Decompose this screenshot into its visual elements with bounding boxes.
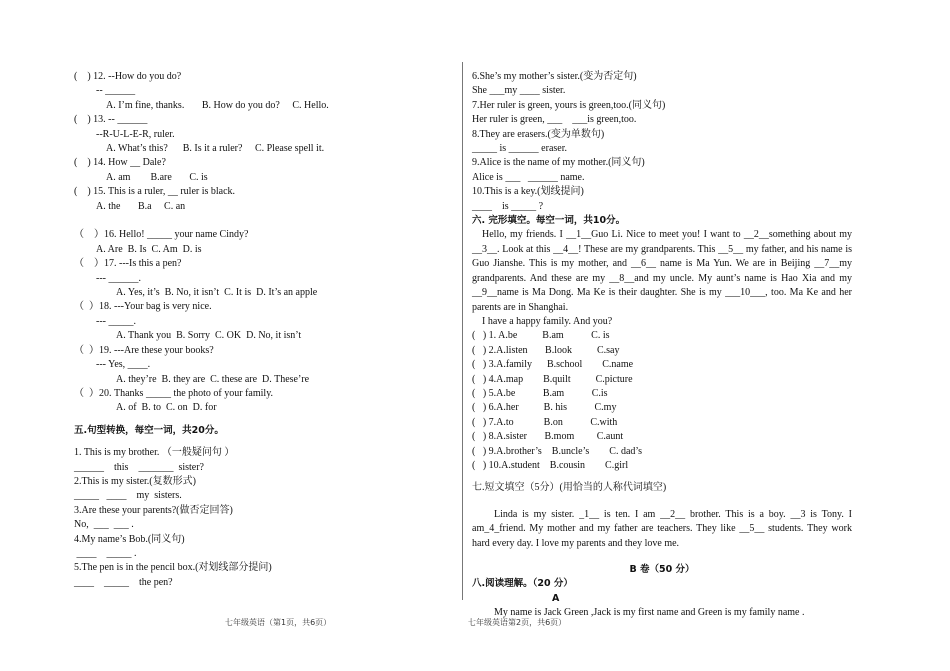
cloze-passage-end: I have a happy family. And you? <box>482 315 613 327</box>
column-divider <box>462 62 463 600</box>
cloze-option-line: ( ) 8.A.sister B.mom C.aunt <box>472 431 624 443</box>
transform-line: 6.She’s my mother’s sister.(变为否定句) <box>472 71 637 82</box>
reading-line: My name is Jack Green ,Jack is my first name and Green is my family name . <box>494 607 805 619</box>
section-heading: 六. 完形填空。每空一词，共10分。 <box>472 215 626 227</box>
question-line: A. I’m fine, thanks. B. How do you do? C. Hello. <box>106 99 329 111</box>
passage-label: A <box>552 592 560 604</box>
question-line <box>74 214 454 228</box>
cloze-option-line: ( ) 2.A.listen B.look C.say <box>472 344 620 356</box>
question-line: ( ) 13. -- ______ <box>74 114 148 126</box>
transform-line: Her ruler is green, ___ ___is green,too. <box>472 114 637 126</box>
question-line: A. am B.are C. is <box>106 171 208 183</box>
cloze-option-line: ( ) 1. A.be B.am C. is <box>472 330 610 342</box>
question-line: A. Are B. Is C. Am D. is <box>96 243 202 255</box>
question-line: A. Thank you B. Sorry C. OK D. No, it isn’t <box>116 330 302 342</box>
section-heading: 七.短文填空（5分）(用恰当的人称代词填空) <box>472 482 667 494</box>
transform-line: She ___my ____ sister. <box>472 85 566 97</box>
question-line: -- ______ <box>96 85 136 97</box>
question-line: （ ）18. ---Your bag is very nice. <box>74 301 212 313</box>
question-line: A. the B.a C. an <box>96 200 186 212</box>
cloze-option-line: ( ) 6.A.her B. his C.my <box>472 402 617 414</box>
section-heading: 五.句型转换，每空一词，共20分。 <box>74 424 224 436</box>
transform-line: _____ is ______ eraser. <box>472 143 567 155</box>
cloze-option-line: ( ) 5.A.be B.am C.is <box>472 387 608 399</box>
transform-line: ______ this _______ sister? <box>74 461 204 473</box>
transform-line: ____ is _____ ? <box>472 200 544 212</box>
transform-line: 3.Are these your parents?(做否定回答) <box>74 504 233 516</box>
question-line: A. they’re B. they are C. these are D. These’re <box>116 373 310 385</box>
cloze-option-line: ( ) 9.A.brother’s B.uncle’s C. dad’s <box>472 445 643 457</box>
question-line: --- Yes, ____. <box>96 359 151 371</box>
question-line: A. of B. to C. on D. for <box>116 402 217 414</box>
question-line: （ ）17. ---Is this a pen? <box>74 258 182 270</box>
transform-line: 2.This is my sister.(复数形式) <box>74 475 196 487</box>
transform-line: ____ _____ . <box>74 547 137 559</box>
transform-line: Alice is ___ ______ name. <box>472 171 585 183</box>
question-line: （ ）16. Hello! _____ your name Cindy? <box>74 229 249 241</box>
cloze-passage: Hello, my friends. I __1__Guo Li. Nice to meet you! I want to __2__something about my __3__. Look at this __4__! These are my grandparents. This __5__ my father, and his name is Guo Jianshe. This is my mother, and __6__ name is Ma Yun. We are in Beijing __7__my grandparents. And these are my __8__and my uncle. My aunt’s name is Hao Xia and my __9__name is Ma Dong. Ma Ke is their daughter. She is my ___10___, too. Ma Ke and her parents are in Shanghai. <box>472 229 852 313</box>
transform-line: No, ___ ___ . <box>74 519 134 531</box>
cloze-option-line: ( ) 10.A.student B.cousin C.girl <box>472 459 629 471</box>
question-line: （ ）20. Thanks _____ the photo of your family. <box>74 387 274 399</box>
cloze-option-line: ( ) 4.A.map B.quilt C.picture <box>472 373 633 385</box>
left-column <box>74 70 454 590</box>
transform-line: 9.Alice is the name of my mother.(同义句) <box>472 157 645 169</box>
question-line: ( ) 14. How __ Dale? <box>74 157 166 169</box>
footer-page-2: 七年级英语第2页，共6页） <box>468 618 567 627</box>
question-line: --- _____. <box>96 315 136 327</box>
question-line: ( ) 15. This is a ruler, __ ruler is black. <box>74 186 236 198</box>
question-line: --- ______. <box>96 272 141 284</box>
cloze-option-line: ( ) 7.A.to B.on C.with <box>472 416 618 428</box>
transform-line: _____ ____ my sisters. <box>74 490 182 502</box>
fill-passage: Linda is my sister. _1__ is ten. I am __2__ brother. This is a boy. __3 is Tony. I am_4_friend. My mother and my father are teachers. They like __5__ students. They work hard every day. I love my parents and they love me. <box>472 508 852 549</box>
cloze-option-line: ( ) 3.A.family B.school C.name <box>472 359 634 371</box>
question-line: --R-U-L-E-R, ruler. <box>96 128 175 140</box>
transform-line: 4.My name’s Bob.(同义句) <box>74 533 185 545</box>
transform-line: 8.They are erasers.(变为单数句) <box>472 128 605 140</box>
volume-b-title: B 卷（50 分） <box>629 564 695 575</box>
transform-line: ____ _____ the pen? <box>74 576 173 588</box>
right-column <box>472 70 852 621</box>
transform-line: 7.Her ruler is green, yours is green,too.(同义句) <box>472 99 666 111</box>
transform-line: 10.This is a key.(划线提问) <box>472 186 584 198</box>
transform-line: 5.The pen is in the pencil box.(对划线部分提问) <box>74 562 272 574</box>
question-line: （ ）19. ---Are these your books? <box>74 344 214 356</box>
footer-page-1: 七年级英语（第1页，共6页） <box>225 618 332 627</box>
question-line: ( ) 12. --How do you do? <box>74 71 182 82</box>
section-heading: 八.阅读理解。（20 分） <box>472 578 573 590</box>
question-line: A. What’s this? B. Is it a ruler? C. Please spell it. <box>106 143 325 155</box>
question-line: A. Yes, it’s B. No, it isn’t C. It is D. It’s an apple <box>116 287 318 299</box>
transform-line: 1. This is my brother. （一般疑问句 ） <box>74 447 235 459</box>
